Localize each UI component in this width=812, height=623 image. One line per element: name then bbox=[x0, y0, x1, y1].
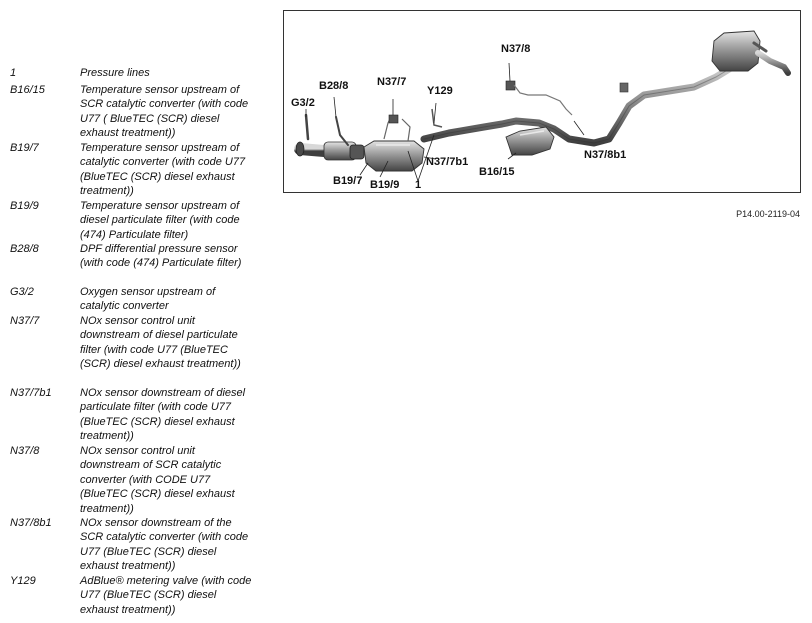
legend-row-n37-8 bbox=[10, 444, 270, 516]
callout-pressure-lines: 1 bbox=[415, 179, 422, 191]
legend-row-b28-8 bbox=[10, 242, 270, 285]
exhaust-system-figure bbox=[283, 10, 801, 193]
n37-7-control-unit bbox=[389, 115, 398, 123]
legend-row-b16-15 bbox=[10, 83, 270, 141]
legend-row-n37-8b1 bbox=[10, 516, 270, 574]
legend-description: DPF differential pressure sensor (with code (474) Particulate filter) bbox=[80, 243, 242, 270]
legend-description: Temperature sensor upstream of diesel particulate filter (with code (474) Particulate filter) bbox=[80, 200, 240, 241]
legend-code: G3/2 bbox=[10, 286, 34, 298]
callout-y129: Y129 bbox=[427, 85, 453, 97]
callout-b19-9: B19/9 bbox=[370, 179, 400, 191]
legend-code: B28/8 bbox=[10, 243, 39, 255]
legend-row-1 bbox=[10, 66, 270, 83]
legend-description: Temperature sensor upstream of catalytic converter (with code U77 (BlueTEC (SCR) diesel exhaust treatment)) bbox=[80, 142, 246, 198]
legend-code: N37/8b1 bbox=[10, 517, 52, 529]
g3-2-sensor bbox=[306, 115, 308, 139]
legend-code: 1 bbox=[10, 67, 17, 79]
legend-row-b19-9 bbox=[10, 199, 270, 242]
legend-description: AdBlue® metering valve (with code U77 (BlueTEC (SCR) diesel exhaust treatment)) bbox=[80, 575, 252, 616]
callout-n37-7: N37/7 bbox=[377, 76, 407, 88]
legend-code: Y129 bbox=[10, 575, 36, 587]
legend-description: Temperature sensor upstream of SCR catalytic converter (with code U77 ( BlueTEC (SCR) diesel exhaust treatment)) bbox=[80, 84, 249, 140]
y129-valve bbox=[432, 109, 442, 127]
figure-reference: P14.00-2119-04 bbox=[736, 209, 800, 219]
n37-8-harness bbox=[514, 85, 572, 115]
legend-row-g3-2 bbox=[10, 285, 270, 314]
legend-list bbox=[10, 66, 270, 618]
callout-n37-8: N37/8 bbox=[501, 43, 531, 55]
legend-code: B19/9 bbox=[10, 200, 39, 212]
legend-description: Oxygen sensor upstream of catalytic converter bbox=[80, 286, 216, 313]
callout-b16-15: B16/15 bbox=[479, 166, 515, 178]
tailpipe bbox=[758, 53, 788, 73]
legend-description: NOx sensor downstream of the SCR catalytic converter (with code U77 (BlueTEC (SCR) diesel exhaust treatment)) bbox=[80, 517, 249, 573]
callout-n37-7b1: N37/7b1 bbox=[426, 156, 469, 168]
b28-8-sensor bbox=[336, 117, 348, 145]
callout-b28-8: B28/8 bbox=[319, 80, 349, 92]
rear-silencer bbox=[712, 31, 760, 71]
legend-code: N37/8 bbox=[10, 445, 40, 457]
exhaust-system-drawing bbox=[284, 11, 801, 193]
callout-b19-7: B19/7 bbox=[333, 175, 363, 187]
legend-code: N37/7b1 bbox=[10, 387, 52, 399]
legend-description: NOx sensor downstream of diesel particulate filter (with code U77 (BlueTEC (SCR) diesel exhaust treatment)) bbox=[80, 387, 246, 443]
callout-g3-2: G3/2 bbox=[291, 97, 315, 109]
legend-description: NOx sensor control unit downstream of diesel particulate filter (with code U77 (BlueTEC (SCR) diesel exhaust treatment)) bbox=[80, 315, 241, 371]
legend-code: N37/7 bbox=[10, 315, 40, 327]
legend-code: B16/15 bbox=[10, 84, 45, 96]
legend-description: NOx sensor control unit downstream of SCR catalytic converter (with CODE U77 (BlueTEC (SCR) diesel exhaust treatment)) bbox=[80, 445, 235, 515]
legend-row-b19-7 bbox=[10, 141, 270, 199]
legend-row-n37-7b1 bbox=[10, 386, 270, 444]
scr-catalytic-converter bbox=[506, 127, 554, 155]
callout-n37-8b1: N37/8b1 bbox=[584, 149, 627, 161]
legend-description: Pressure lines bbox=[80, 67, 150, 79]
legend-code: B19/7 bbox=[10, 142, 39, 154]
legend-row-y129 bbox=[10, 574, 270, 618]
legend-row-n37-7 bbox=[10, 314, 270, 386]
